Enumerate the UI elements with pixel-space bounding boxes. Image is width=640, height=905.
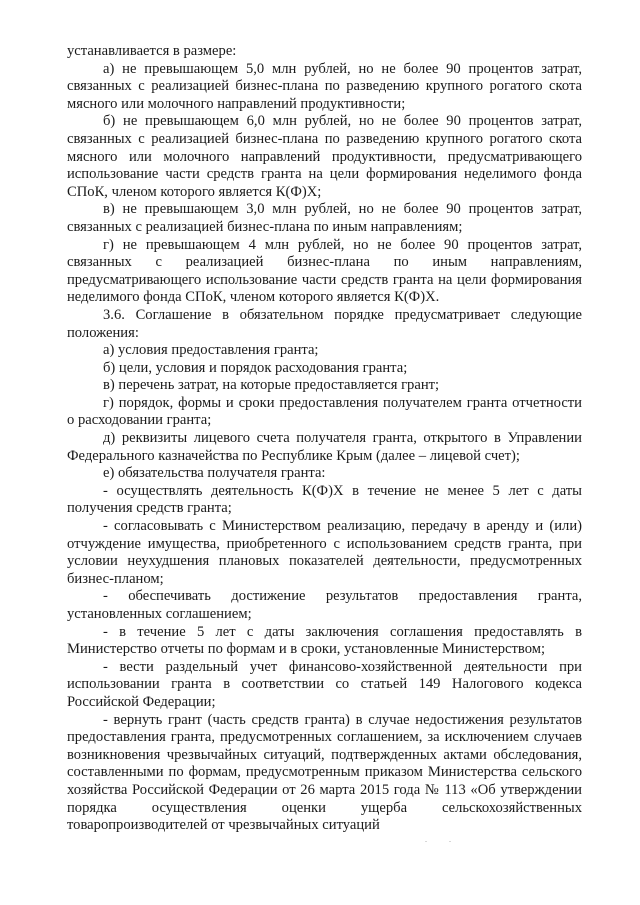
paragraph: - вести раздельный учет финансово-хозяйственной деятельности при использовании гранта в соответствии со статьей 149 Налогового кодекса Российской Федерации; xyxy=(67,658,582,710)
paragraph: в) перечень затрат, на которые предоставляется грант; xyxy=(103,377,440,394)
paragraph: - в течение 5 лет с даты заключения соглашения предоставлять в Министерство отчеты по формам и в сроки, установленные Министерством; xyxy=(67,623,582,658)
paragraph: г) порядок, формы и сроки предоставления получателем гранта отчетности о расходовании гранта; xyxy=(67,394,582,429)
paragraph: б) не превышающем 6,0 млн рублей, но не более 90 процентов затрат, связанных с реализацией бизнес-плана по разведению крупного рогатого скота мясного или молочного направлений продуктивности, предусматривающего использование части средств гранта на цели формирования неделимого фонда СПоК, членом которого является К(Ф)Х; xyxy=(67,113,582,200)
paragraph: г) не превышающем 4 млн рублей, но не более 90 процентов затрат, связанных с реализацией бизнес-плана по иным направлениям, предусматривающего использование части средств гранта на цели формирования неделимого фонда СПоК, членом которого является К(Ф)Х. xyxy=(67,236,582,306)
paragraph: а) условия предоставления гранта; xyxy=(103,342,319,359)
paragraph: 3.6. Соглашение в обязательном порядке предусматривает следующие положения: xyxy=(67,306,582,341)
paragraph: д) реквизиты лицевого счета получателя гранта, открытого в Управлении Федерального казначейства по Республике Крым (далее – лицевой счет); xyxy=(67,430,582,464)
paragraph: б) цели, условия и порядок расходования гранта; xyxy=(103,359,408,376)
paragraph: - обеспечивать достижение результатов предоставления гранта, установленных соглашением; xyxy=(67,588,582,622)
paragraph: устанавливается в размере: xyxy=(67,43,237,59)
paragraph: - вернуть грант (часть средств гранта) в случае недостижения результатов предоставления гранта, предусмотренных соглашением, за исключением случаев возникновения чрезвычайных ситуаций, подтвержденных актами обследования, составленными по формам, предусмотренным приказом Министерства сельского хозяйства Российской Федерации от 26 марта 2015 года № 113 «Об утверждении порядка осуществления оценки ущерба сельскохозяйственных товаропроизводителей от чрезвычайных ситуаций xyxy=(67,711,582,834)
scan-specks: . . xyxy=(425,835,461,844)
document-body xyxy=(67,43,582,835)
paragraph: е) обязательства получателя гранта: xyxy=(103,465,326,482)
paragraph: - согласовывать с Министерством реализацию, передачу в аренду и (или) отчуждение имущества, приобретенного с использованием средств гранта, при условии неухудшения плановых показателей деятельности, предусмотренных бизнес-планом; xyxy=(67,518,582,587)
paragraph: в) не превышающем 3,0 млн рублей, но не более 90 процентов затрат, связанных с реализацией бизнес-плана по иным направлениям; xyxy=(67,201,582,235)
paragraph: - осуществлять деятельность К(Ф)Х в течение не менее 5 лет с даты получения средств гранта; xyxy=(67,482,582,517)
paragraph: а) не превышающем 5,0 млн рублей, но не более 90 процентов затрат, связанных с реализацией бизнес-плана по разведению крупного рогатого скота мясного или молочного направлений продуктивности; xyxy=(67,60,582,112)
